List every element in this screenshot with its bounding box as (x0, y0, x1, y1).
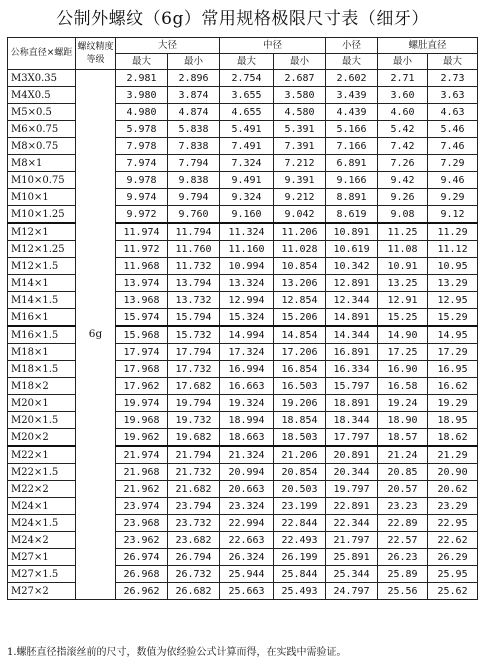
value-cell: 14.90 (378, 326, 428, 344)
value-cell: 13.324 (220, 275, 274, 292)
value-cell: 13.974 (116, 275, 168, 292)
value-cell: 21.794 (168, 446, 220, 464)
spec-cell: M8×1 (8, 155, 76, 172)
value-cell: 7.974 (116, 155, 168, 172)
value-cell: 19.797 (326, 481, 378, 498)
value-cell: 25.62 (428, 583, 478, 600)
value-cell: 7.42 (378, 138, 428, 155)
value-cell: 16.891 (326, 344, 378, 361)
header-grade: 螺纹精度等级 (76, 38, 116, 70)
value-cell: 18.57 (378, 429, 428, 447)
spec-cell: M12×1.25 (8, 241, 76, 258)
value-cell: 11.028 (274, 241, 326, 258)
value-cell: 14.891 (326, 309, 378, 327)
value-cell: 2.71 (378, 70, 428, 87)
value-cell: 4.60 (378, 104, 428, 121)
value-cell: 26.732 (168, 566, 220, 583)
value-cell: 22.57 (378, 532, 428, 549)
value-cell: 4.63 (428, 104, 478, 121)
value-cell: 24.797 (326, 583, 378, 600)
value-cell: 23.962 (116, 532, 168, 549)
value-cell: 10.854 (274, 258, 326, 275)
value-cell: 10.891 (326, 223, 378, 241)
footnote: 1.螺胚直径指滚丝前的尺寸，数值为依经验公式计算而得，在实践中需验证。 (7, 647, 347, 658)
value-cell: 26.682 (168, 583, 220, 600)
value-cell: 9.12 (428, 206, 478, 224)
value-cell: 18.663 (220, 429, 274, 447)
value-cell: 5.46 (428, 121, 478, 138)
value-cell: 9.160 (220, 206, 274, 224)
value-cell: 15.324 (220, 309, 274, 327)
value-cell: 19.29 (428, 395, 478, 412)
value-cell: 19.732 (168, 412, 220, 429)
value-cell: 15.797 (326, 378, 378, 395)
value-cell: 23.29 (428, 498, 478, 515)
value-cell: 21.682 (168, 481, 220, 498)
value-cell: 20.663 (220, 481, 274, 498)
value-cell: 22.89 (378, 515, 428, 532)
value-cell: 26.962 (116, 583, 168, 600)
spec-cell: M10×0.75 (8, 172, 76, 189)
value-cell: 9.391 (274, 172, 326, 189)
spec-cell: M10×1 (8, 189, 76, 206)
value-cell: 14.994 (220, 326, 274, 344)
value-cell: 26.199 (274, 549, 326, 566)
spec-cell: M24×1 (8, 498, 76, 515)
value-cell: 10.91 (378, 258, 428, 275)
value-cell: 26.794 (168, 549, 220, 566)
value-cell: 25.344 (326, 566, 378, 583)
value-cell: 11.968 (116, 258, 168, 275)
value-cell: 26.23 (378, 549, 428, 566)
value-cell: 10.95 (428, 258, 478, 275)
value-cell: 18.95 (428, 412, 478, 429)
value-cell: 9.08 (378, 206, 428, 224)
value-cell: 21.974 (116, 446, 168, 464)
tolerance-class-cell: 6g (76, 70, 116, 600)
value-cell: 9.974 (116, 189, 168, 206)
value-cell: 14.95 (428, 326, 478, 344)
value-cell: 17.962 (116, 378, 168, 395)
spec-cell: M10×1.25 (8, 206, 76, 224)
value-cell: 5.978 (116, 121, 168, 138)
value-cell: 7.324 (220, 155, 274, 172)
value-cell: 2.687 (274, 70, 326, 87)
value-cell: 9.838 (168, 172, 220, 189)
value-cell: 22.344 (326, 515, 378, 532)
spec-cell: M5×0.5 (8, 104, 76, 121)
header-blank-diameter: 螺肚直径 (378, 38, 478, 54)
value-cell: 7.838 (168, 138, 220, 155)
value-cell: 5.391 (274, 121, 326, 138)
value-cell: 22.891 (326, 498, 378, 515)
value-cell: 21.968 (116, 464, 168, 481)
value-cell: 3.655 (220, 87, 274, 104)
value-cell: 11.08 (378, 241, 428, 258)
value-cell: 11.324 (220, 223, 274, 241)
value-cell: 9.042 (274, 206, 326, 224)
value-cell: 25.89 (378, 566, 428, 583)
spec-cell: M6×0.75 (8, 121, 76, 138)
value-cell: 7.26 (378, 155, 428, 172)
value-cell: 21.24 (378, 446, 428, 464)
value-cell: 15.206 (274, 309, 326, 327)
value-cell: 11.974 (116, 223, 168, 241)
value-cell: 25.56 (378, 583, 428, 600)
value-cell: 9.212 (274, 189, 326, 206)
value-cell: 25.891 (326, 549, 378, 566)
value-cell: 13.968 (116, 292, 168, 309)
value-cell: 12.854 (274, 292, 326, 309)
spec-cell: M16×1 (8, 309, 76, 327)
value-cell: 20.85 (378, 464, 428, 481)
header-major-max: 最大 (116, 54, 168, 70)
value-cell: 12.95 (428, 292, 478, 309)
value-cell: 12.994 (220, 292, 274, 309)
value-cell: 2.896 (168, 70, 220, 87)
value-cell: 23.968 (116, 515, 168, 532)
value-cell: 21.324 (220, 446, 274, 464)
value-cell: 5.166 (326, 121, 378, 138)
value-cell: 9.26 (378, 189, 428, 206)
value-cell: 4.980 (116, 104, 168, 121)
value-cell: 11.794 (168, 223, 220, 241)
value-cell: 15.794 (168, 309, 220, 327)
value-cell: 19.24 (378, 395, 428, 412)
spec-cell: M22×2 (8, 481, 76, 498)
value-cell: 16.334 (326, 361, 378, 378)
value-cell: 4.874 (168, 104, 220, 121)
spec-cell: M18×1.5 (8, 361, 76, 378)
header-spec: 公称直径×螺距 (8, 38, 76, 70)
value-cell: 16.994 (220, 361, 274, 378)
header-major-diameter: 大径 (116, 38, 220, 54)
value-cell: 18.62 (428, 429, 478, 447)
spec-cell: M27×2 (8, 583, 76, 600)
value-cell: 18.854 (274, 412, 326, 429)
value-cell: 12.891 (326, 275, 378, 292)
value-cell: 25.944 (220, 566, 274, 583)
value-cell: 21.206 (274, 446, 326, 464)
value-cell: 21.797 (326, 532, 378, 549)
value-cell: 20.344 (326, 464, 378, 481)
value-cell: 13.25 (378, 275, 428, 292)
value-cell: 7.46 (428, 138, 478, 155)
value-cell: 11.25 (378, 223, 428, 241)
value-cell: 26.29 (428, 549, 478, 566)
header-minor-max: 最大 (326, 54, 378, 70)
spec-cell: M24×1.5 (8, 515, 76, 532)
value-cell: 12.91 (378, 292, 428, 309)
value-cell: 13.732 (168, 292, 220, 309)
value-cell: 9.324 (220, 189, 274, 206)
value-cell: 20.994 (220, 464, 274, 481)
value-cell: 22.844 (274, 515, 326, 532)
value-cell: 22.95 (428, 515, 478, 532)
value-cell: 9.760 (168, 206, 220, 224)
spec-cell: M14×1 (8, 275, 76, 292)
value-cell: 17.25 (378, 344, 428, 361)
spec-cell: M12×1 (8, 223, 76, 241)
value-cell: 11.760 (168, 241, 220, 258)
value-cell: 23.794 (168, 498, 220, 515)
value-cell: 16.854 (274, 361, 326, 378)
value-cell: 20.503 (274, 481, 326, 498)
value-cell: 16.663 (220, 378, 274, 395)
value-cell: 18.891 (326, 395, 378, 412)
value-cell: 10.342 (326, 258, 378, 275)
value-cell: 22.663 (220, 532, 274, 549)
value-cell: 23.682 (168, 532, 220, 549)
value-cell: 9.491 (220, 172, 274, 189)
value-cell: 19.794 (168, 395, 220, 412)
value-cell: 19.974 (116, 395, 168, 412)
spec-cell: M18×2 (8, 378, 76, 395)
value-cell: 7.978 (116, 138, 168, 155)
spec-cell: M27×1 (8, 549, 76, 566)
value-cell: 25.663 (220, 583, 274, 600)
value-cell: 16.503 (274, 378, 326, 395)
value-cell: 11.29 (428, 223, 478, 241)
spec-cell: M14×1.5 (8, 292, 76, 309)
value-cell: 16.90 (378, 361, 428, 378)
value-cell: 9.972 (116, 206, 168, 224)
value-cell: 18.503 (274, 429, 326, 447)
value-cell: 18.90 (378, 412, 428, 429)
spec-cell: M18×1 (8, 344, 76, 361)
value-cell: 14.344 (326, 326, 378, 344)
value-cell: 11.732 (168, 258, 220, 275)
value-cell: 19.682 (168, 429, 220, 447)
value-cell: 20.90 (428, 464, 478, 481)
table-row (8, 70, 478, 87)
value-cell: 7.166 (326, 138, 378, 155)
value-cell: 6.891 (326, 155, 378, 172)
value-cell: 4.439 (326, 104, 378, 121)
value-cell: 16.58 (378, 378, 428, 395)
value-cell: 15.974 (116, 309, 168, 327)
value-cell: 5.491 (220, 121, 274, 138)
page-title: 公制外螺纹（6g）常用规格极限尺寸表（细牙） (56, 9, 429, 29)
value-cell: 10.619 (326, 241, 378, 258)
value-cell: 2.754 (220, 70, 274, 87)
value-cell: 21.962 (116, 481, 168, 498)
value-cell: 26.324 (220, 549, 274, 566)
header-minor-diameter: 小径 (326, 38, 378, 54)
value-cell: 14.854 (274, 326, 326, 344)
spec-cell: M24×2 (8, 532, 76, 549)
value-cell: 20.891 (326, 446, 378, 464)
value-cell: 25.493 (274, 583, 326, 600)
value-cell: 11.972 (116, 241, 168, 258)
value-cell: 8.619 (326, 206, 378, 224)
value-cell: 12.344 (326, 292, 378, 309)
value-cell: 7.29 (428, 155, 478, 172)
spec-cell: M22×1.5 (8, 464, 76, 481)
value-cell: 17.794 (168, 344, 220, 361)
spec-cell: M3X0.35 (8, 70, 76, 87)
value-cell: 10.994 (220, 258, 274, 275)
value-cell: 22.493 (274, 532, 326, 549)
value-cell: 20.854 (274, 464, 326, 481)
value-cell: 21.29 (428, 446, 478, 464)
thread-limits-table (7, 37, 478, 600)
value-cell: 17.324 (220, 344, 274, 361)
value-cell: 11.160 (220, 241, 274, 258)
value-cell: 4.655 (220, 104, 274, 121)
value-cell: 7.212 (274, 155, 326, 172)
value-cell: 13.206 (274, 275, 326, 292)
value-cell: 17.732 (168, 361, 220, 378)
value-cell: 9.978 (116, 172, 168, 189)
value-cell: 5.838 (168, 121, 220, 138)
value-cell: 23.199 (274, 498, 326, 515)
value-cell: 2.73 (428, 70, 478, 87)
value-cell: 15.25 (378, 309, 428, 327)
value-cell: 7.391 (274, 138, 326, 155)
value-cell: 13.794 (168, 275, 220, 292)
value-cell: 9.166 (326, 172, 378, 189)
value-cell: 11.206 (274, 223, 326, 241)
value-cell: 23.732 (168, 515, 220, 532)
value-cell: 15.732 (168, 326, 220, 344)
value-cell: 21.732 (168, 464, 220, 481)
value-cell: 19.324 (220, 395, 274, 412)
value-cell: 2.602 (326, 70, 378, 87)
value-cell: 23.324 (220, 498, 274, 515)
value-cell: 22.62 (428, 532, 478, 549)
value-cell: 20.62 (428, 481, 478, 498)
value-cell: 19.968 (116, 412, 168, 429)
value-cell: 13.29 (428, 275, 478, 292)
value-cell: 3.980 (116, 87, 168, 104)
value-cell: 16.62 (428, 378, 478, 395)
value-cell: 8.891 (326, 189, 378, 206)
value-cell: 17.29 (428, 344, 478, 361)
value-cell: 3.439 (326, 87, 378, 104)
value-cell: 7.794 (168, 155, 220, 172)
header-pitch-min: 最小 (274, 54, 326, 70)
spec-cell: M20×2 (8, 429, 76, 447)
value-cell: 17.974 (116, 344, 168, 361)
value-cell: 9.42 (378, 172, 428, 189)
spec-cell: M16×1.5 (8, 326, 76, 344)
value-cell: 19.206 (274, 395, 326, 412)
value-cell: 3.874 (168, 87, 220, 104)
value-cell: 20.57 (378, 481, 428, 498)
spec-cell: M4X0.5 (8, 87, 76, 104)
spec-cell: M20×1.5 (8, 412, 76, 429)
value-cell: 7.491 (220, 138, 274, 155)
spec-cell: M12×1.5 (8, 258, 76, 275)
value-cell: 22.994 (220, 515, 274, 532)
value-cell: 17.797 (326, 429, 378, 447)
spec-cell: M8×0.75 (8, 138, 76, 155)
value-cell: 9.46 (428, 172, 478, 189)
value-cell: 19.962 (116, 429, 168, 447)
value-cell: 15.29 (428, 309, 478, 327)
value-cell: 25.844 (274, 566, 326, 583)
value-cell: 2.981 (116, 70, 168, 87)
value-cell: 18.994 (220, 412, 274, 429)
value-cell: 17.682 (168, 378, 220, 395)
header-blank-max: 最大 (428, 54, 478, 70)
header-blank-min: 最小 (378, 54, 428, 70)
header-pitch-max: 最大 (220, 54, 274, 70)
value-cell: 4.580 (274, 104, 326, 121)
spec-cell: M27×1.5 (8, 566, 76, 583)
value-cell: 11.12 (428, 241, 478, 258)
header-pitch-diameter: 中径 (220, 38, 326, 54)
header-major-min: 最小 (168, 54, 220, 70)
value-cell: 5.42 (378, 121, 428, 138)
value-cell: 16.95 (428, 361, 478, 378)
spec-cell: M20×1 (8, 395, 76, 412)
value-cell: 15.968 (116, 326, 168, 344)
value-cell: 26.974 (116, 549, 168, 566)
value-cell: 26.968 (116, 566, 168, 583)
value-cell: 23.23 (378, 498, 428, 515)
value-cell: 3.580 (274, 87, 326, 104)
value-cell: 9.29 (428, 189, 478, 206)
value-cell: 3.60 (378, 87, 428, 104)
value-cell: 18.344 (326, 412, 378, 429)
spec-cell: M22×1 (8, 446, 76, 464)
value-cell: 25.95 (428, 566, 478, 583)
value-cell: 23.974 (116, 498, 168, 515)
header-row-1 (8, 38, 478, 54)
value-cell: 17.968 (116, 361, 168, 378)
value-cell: 9.794 (168, 189, 220, 206)
value-cell: 3.63 (428, 87, 478, 104)
value-cell: 17.206 (274, 344, 326, 361)
